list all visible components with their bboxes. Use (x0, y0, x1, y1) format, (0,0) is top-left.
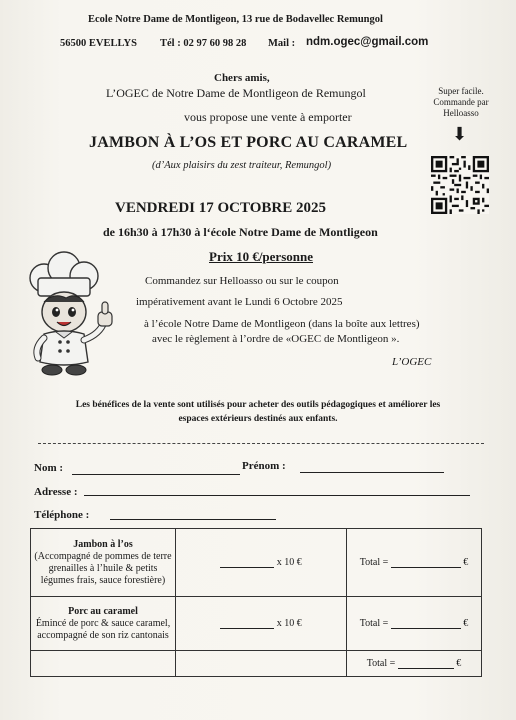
prenom-field[interactable] (300, 472, 444, 473)
event-subtitle: (d’Aux plaisirs du zest traiteur, Remungol) (152, 160, 332, 171)
order-row-jambon (31, 529, 482, 597)
signature: L’OGEC (392, 356, 432, 368)
product-description: (Accompagné de pommes de terre grenailles à l’huile & petits légumes frais, sauce forestière) (34, 550, 172, 586)
quantity-blank[interactable] (220, 567, 274, 568)
school-city: 56500 EVELLYS (60, 38, 137, 49)
intro-line-2: vous propose une vente à emporter (184, 110, 352, 124)
total-blank[interactable] (391, 628, 461, 629)
telephone-label: Téléphone : (34, 509, 90, 521)
empty-cell (176, 651, 347, 677)
adresse-label: Adresse : (34, 486, 78, 498)
total-label: Total = (359, 557, 389, 568)
quantity-cell[interactable] (176, 597, 347, 651)
grand-total-label: Total = (366, 658, 396, 669)
cut-line (38, 443, 484, 444)
event-price: Prix 10 €/personne (209, 249, 313, 264)
unit-price: x 10 € (276, 557, 302, 568)
qr-note-line-1: Super facile. (438, 86, 484, 96)
qr-note-line-3: Helloasso (443, 108, 479, 118)
nom-label: Nom : (34, 462, 64, 474)
instructions-line-1: Commandez sur Helloasso ou sur le coupon (145, 275, 339, 287)
currency: € (463, 557, 469, 568)
quantity-cell[interactable] (176, 529, 347, 597)
qr-note-line-2: Commande par (433, 97, 489, 107)
greeting: Chers amis, (214, 72, 270, 84)
order-row-grand-total (31, 651, 482, 677)
grand-total-cell[interactable] (347, 651, 482, 677)
school-phone: Tél : 02 97 60 98 28 (160, 38, 247, 49)
benefits-line-1: Les bénéfices de la vente sont utilisés pour acheter des outils pédagogiques et améliorer les (75, 400, 441, 410)
mail-label: Mail : (268, 38, 296, 49)
order-table (30, 528, 482, 677)
product-cell (31, 597, 176, 651)
school-address: Ecole Notre Dame de Montligeon, 13 rue de Bodavellec Remungol (88, 14, 383, 25)
total-cell[interactable] (347, 597, 482, 651)
adresse-field[interactable] (84, 495, 470, 496)
unit-price: x 10 € (276, 618, 302, 629)
instructions-line-3: à l’école Notre Dame de Montligeon (dans la boîte aux lettres) (144, 318, 420, 330)
product-cell (31, 529, 176, 597)
chef-illustration (14, 250, 124, 378)
total-label: Total = (359, 618, 389, 629)
benefits-line-2: espaces extérieurs destinés aux enfants. (178, 414, 338, 424)
total-cell[interactable] (347, 529, 482, 597)
order-row-porc (31, 597, 482, 651)
product-title: Porc au caramel (68, 605, 138, 617)
event-date: VENDREDI 17 OCTOBRE 2025 (115, 200, 327, 216)
product-description: Émincé de porc & sauce caramel, accompagné de son riz cantonais (35, 617, 171, 641)
qr-code-icon[interactable] (430, 156, 490, 214)
grand-total-blank[interactable] (398, 668, 454, 669)
instructions-line-4: avec le règlement à l’ordre de «OGEC de Montligeon ». (152, 333, 400, 345)
qr-note (418, 86, 504, 119)
intro-line-1: L’OGEC de Notre Dame de Montligeon de Remungol (106, 86, 366, 100)
prenom-label: Prénom : (242, 460, 286, 472)
empty-cell (31, 651, 176, 677)
school-email[interactable]: ndm.ogec@gmail.com (306, 36, 429, 48)
currency: € (463, 618, 469, 629)
event-time-place: de 16h30 à 17h30 à l‘école Notre Dame de Montligeon (103, 225, 378, 239)
product-title: Jambon à l’os (73, 538, 133, 550)
nom-field[interactable] (72, 474, 240, 475)
total-blank[interactable] (391, 567, 461, 568)
event-title: JAMBON À L’OS ET PORC AU CARAMEL (89, 134, 408, 151)
telephone-field[interactable] (110, 519, 276, 520)
down-arrow-icon: ⬇ (452, 124, 468, 144)
instructions-line-2: impérativement avant le Lundi 6 Octobre 2025 (136, 296, 343, 308)
quantity-blank[interactable] (220, 628, 274, 629)
grand-total-currency: € (456, 658, 462, 669)
